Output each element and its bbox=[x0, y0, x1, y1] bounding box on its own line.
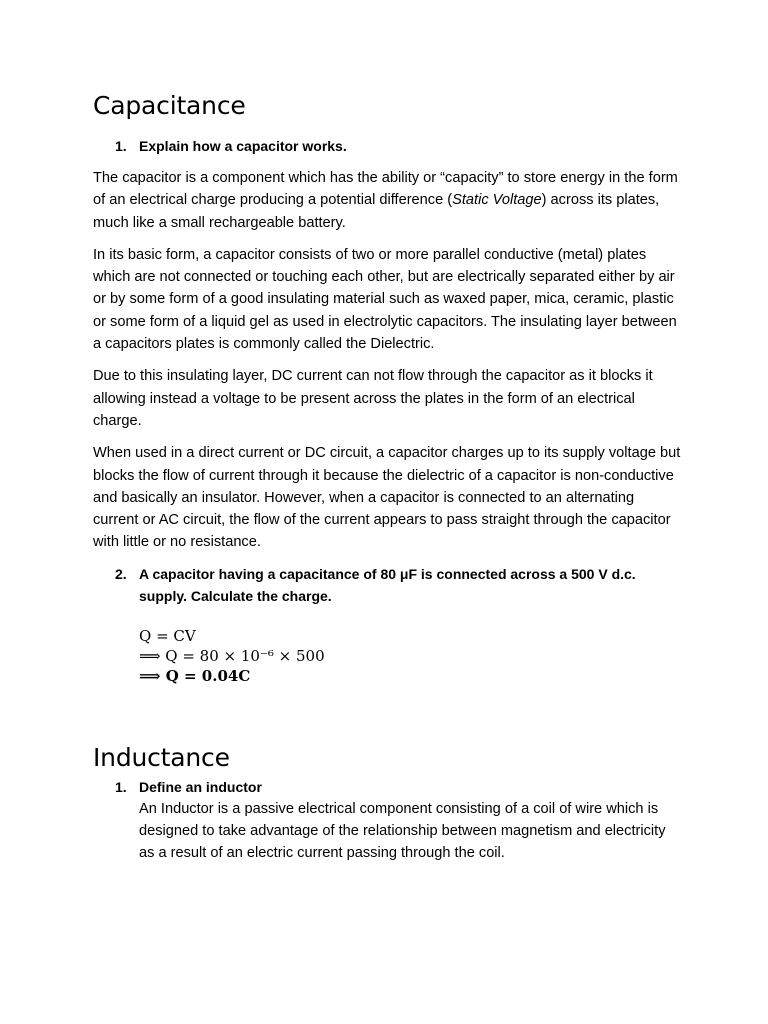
paragraph-insulating-layer: Due to this insulating layer, DC current can not flow through the capacitor as it blocks it allowing instead a voltage to be present across the plates in the form of an electrical charge. bbox=[93, 368, 653, 429]
equation-block bbox=[139, 626, 683, 686]
equation-line-1: Q = CV bbox=[139, 626, 196, 645]
question-text: A capacitor having a capacitance of 80 μF is connected across a 500 V d.c. supply. Calculate the charge. bbox=[139, 565, 636, 604]
question-1 bbox=[93, 135, 683, 157]
paragraph-dc-ac: When used in a direct current or DC circuit, a capacitor charges up to its supply voltage but blocks the flow of current through it because the dielectric of a capacitor is non-conductive and basically an insulator. However, when a capacitor is connected to an alternating current or AC circuit, the flow of the current appears to pass straight through the capacitor with little or no resistance. bbox=[93, 445, 681, 551]
question-2 bbox=[93, 563, 683, 607]
question-number: 1. bbox=[115, 778, 127, 795]
paragraph-basic-form: In its basic form, a capacitor consists of two or more parallel conductive (metal) plates which are not connected or touching each other, but are electrically separated either by air or by some form of a good insulating material such as waxed paper, mica, ceramic, plastic or some form of a liquid gel as used in electrolytic capacitors. The insulating layer between a capacitors plates is commonly called the Dielectric. bbox=[93, 246, 677, 353]
section-title-capacitance: Capacitance bbox=[93, 91, 246, 120]
italic-term: Static Voltage bbox=[452, 192, 542, 209]
equation-line-2: ⟹ Q = 80 × 10⁻⁶ × 500 bbox=[139, 646, 325, 665]
question-inductor bbox=[93, 776, 683, 798]
section-title-inductance: Inductance bbox=[93, 742, 230, 772]
question-number: 1. bbox=[115, 138, 127, 154]
document-content bbox=[93, 88, 683, 865]
question-text: Explain how a capacitor works. bbox=[139, 138, 347, 154]
paragraph-capacitor-intro: The capacitor is a component which has the ability or “capacity” to store energy in the form of an electrical charge producing a potential difference (Static Voltage) across its plates, much like a small rechargeable battery. bbox=[93, 170, 678, 231]
question-text: Define an inductor bbox=[139, 778, 262, 795]
question-number: 2. bbox=[115, 565, 127, 582]
answer-inductor: An Inductor is a passive electrical component consisting of a coil of wire which is designed to take advantage of the relationship between magnetism and electricity as a result of an electric current passing through the coil. bbox=[139, 800, 666, 862]
equation-line-3: ⟹ Q = 0.04C bbox=[139, 666, 251, 685]
